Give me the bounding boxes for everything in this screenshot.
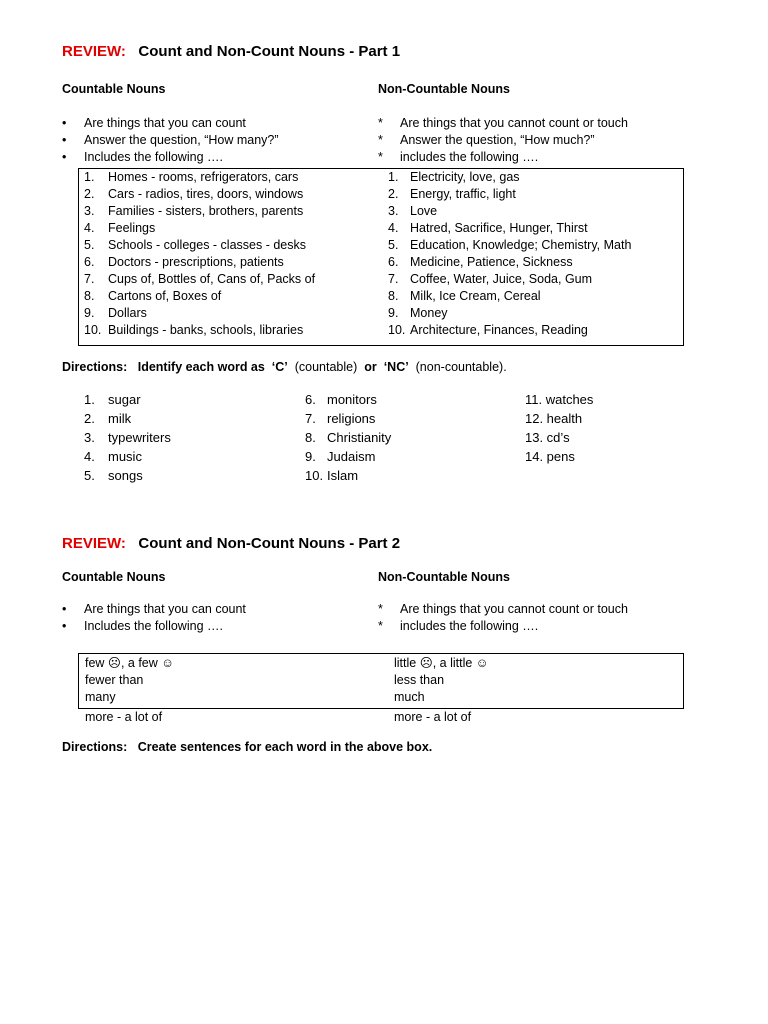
part2-noncountable-bullet-text: includes the following …. xyxy=(400,619,539,633)
part1-exercise-text: Islam xyxy=(327,468,359,483)
part1-noncountable-list-number: 8. xyxy=(388,289,399,303)
part1-noncountable-bullet-glyph: * xyxy=(378,150,383,164)
part1-noncountable-list-number: 10. xyxy=(388,323,406,337)
part1-exercise-number: 2. xyxy=(84,411,95,426)
part1-noncountable-bullet-glyph: * xyxy=(378,116,383,130)
part1-directions-nc-desc: (non-countable). xyxy=(415,360,507,374)
part1-noncountable-bullet-text: Answer the question, “How much?” xyxy=(400,133,595,147)
part2-countable-box-item: few ☹, a few ☺ xyxy=(85,656,175,670)
part2-noncountable-bullet-item xyxy=(378,601,628,618)
part1-directions-label: Directions: xyxy=(62,360,128,374)
part2-countable-header: Countable Nouns xyxy=(62,570,166,584)
part1-countable-list-number: 7. xyxy=(84,272,95,286)
part1-directions xyxy=(62,360,507,374)
part1-noncountable-list-item xyxy=(388,305,631,322)
part2-noncountable-bullet-glyph: * xyxy=(378,602,383,616)
part1-countable-list-number: 9. xyxy=(84,306,95,320)
part1-noncountable-bullet-item xyxy=(378,149,628,166)
part1-noncountable-bullet-item xyxy=(378,132,628,149)
part1-review-label: REVIEW: xyxy=(62,43,126,60)
part1-exercise-number: 3. xyxy=(84,430,95,445)
part1-exercise-text: songs xyxy=(108,468,143,483)
part2-review-label: REVIEW: xyxy=(62,535,126,552)
part1-countable-list-number: 4. xyxy=(84,221,95,235)
part1-countable-list-text: Cartons of, Boxes of xyxy=(108,289,222,303)
part1-exercise-item xyxy=(84,466,171,485)
part1-exercise-col1 xyxy=(84,390,171,485)
part2-countable-bullet-glyph: • xyxy=(62,602,67,616)
part1-noncountable-list-text: Milk, Ice Cream, Cereal xyxy=(410,289,541,303)
part2-noncountable-bullet-text: Are things that you cannot count or touch xyxy=(400,602,628,616)
part2-countable-bullet-item xyxy=(62,618,246,635)
part1-countable-list-item xyxy=(84,322,315,339)
part1-countable-list-item xyxy=(84,186,315,203)
part1-noncountable-list-text: Hatred, Sacrifice, Hunger, Thirst xyxy=(410,221,588,235)
part1-noncountable-list-item xyxy=(388,220,631,237)
part2-noncountable-bullet-item xyxy=(378,618,628,635)
part1-countable-list-number: 2. xyxy=(84,187,95,201)
part1-noncountable-list-number: 4. xyxy=(388,221,399,235)
part1-noncountable-list-item xyxy=(388,203,631,220)
part1-noncountable-list-item xyxy=(388,186,631,203)
part1-countable-list-number: 3. xyxy=(84,204,95,218)
part1-exercise-text: music xyxy=(108,449,142,464)
part2-noncountable-box-item: little ☹, a little ☺ xyxy=(394,656,489,670)
part1-noncountable-bullet-text: includes the following …. xyxy=(400,150,539,164)
part1-noncountable-list-item xyxy=(388,169,631,186)
part1-exercise-number: 9. xyxy=(305,449,316,464)
part1-countable-list-item xyxy=(84,288,315,305)
part1-countable-list-text: Cars - radios, tires, doors, windows xyxy=(108,187,304,201)
part1-noncountable-bullet-text: Are things that you cannot count or touch xyxy=(400,116,628,130)
part1-exercise-item: 14. pens xyxy=(525,449,575,464)
part1-countable-list-item xyxy=(84,271,315,288)
part1-noncountable-header: Non-Countable Nouns xyxy=(378,82,510,96)
part1-countable-list xyxy=(84,169,315,339)
part1-countable-bullet-text: Includes the following …. xyxy=(84,150,223,164)
part1-exercise-item xyxy=(305,409,391,428)
part2-title-text: Count and Non-Count Nouns - Part 2 xyxy=(138,535,401,552)
part1-exercise-item: 13. cd’s xyxy=(525,430,570,445)
part1-countable-list-item xyxy=(84,305,315,322)
part1-noncountable-list-item xyxy=(388,288,631,305)
part2-countable-bullets xyxy=(62,601,246,635)
part1-noncountable-list-text: Energy, traffic, light xyxy=(410,187,516,201)
part2-countable-bullet-text: Includes the following …. xyxy=(84,619,223,633)
part1-noncountable-list-text: Electricity, love, gas xyxy=(410,170,520,184)
part1-exercise-item xyxy=(305,447,391,466)
part1-exercise-number: 6. xyxy=(305,392,316,407)
part2-countable-box xyxy=(85,655,174,706)
part1-countable-bullet-item xyxy=(62,149,279,166)
part2-noncountable-bullets xyxy=(378,601,628,635)
part1-noncountable-list-number: 7. xyxy=(388,272,399,286)
part1-countable-bullet-item xyxy=(62,115,279,132)
part1-noncountable-list-text: Architecture, Finances, Reading xyxy=(410,323,588,337)
part1-exercise-text: religions xyxy=(327,411,376,426)
part1-countable-list-text: Buildings - banks, schools, libraries xyxy=(108,323,304,337)
part1-countable-list-item xyxy=(84,254,315,271)
part1-countable-list-text: Homes - rooms, refrigerators, cars xyxy=(108,170,299,184)
part1-exercise-item xyxy=(84,428,171,447)
part2-noncountable-box-item: much xyxy=(394,690,425,704)
part2-directions: Directions: Create sentences for each word in the above box. xyxy=(62,740,433,754)
part1-directions-c-desc: (countable) xyxy=(294,360,358,374)
part1-exercise-text: monitors xyxy=(327,392,377,407)
part1-noncountable-list-item xyxy=(388,254,631,271)
part1-noncountable-list-item xyxy=(388,237,631,254)
part1-countable-list-number: 10. xyxy=(84,323,102,337)
part2-countable-bullet-item xyxy=(62,601,246,618)
part1-title-text: Count and Non-Count Nouns - Part 1 xyxy=(138,43,401,60)
part1-noncountable-list-number: 9. xyxy=(388,306,399,320)
part1-countable-list-number: 6. xyxy=(84,255,95,269)
part1-countable-list-number: 8. xyxy=(84,289,95,303)
part1-noncountable-list-number: 6. xyxy=(388,255,399,269)
part1-noncountable-list-number: 5. xyxy=(388,238,399,252)
part1-countable-list-text: Cups of, Bottles of, Cans of, Packs of xyxy=(108,272,316,286)
part2-noncountable-box xyxy=(394,655,489,706)
part2-countable-box-item: many xyxy=(85,690,116,704)
part2-countable-after: more - a lot of xyxy=(85,710,163,724)
part2-title xyxy=(62,535,400,552)
part1-exercise-col3 xyxy=(525,390,593,466)
part1-exercise-text: Christianity xyxy=(327,430,392,445)
part1-countable-bullet-glyph: • xyxy=(62,116,67,130)
part1-exercise-number: 10. xyxy=(305,468,324,483)
part2-noncountable-box-item: less than xyxy=(394,673,445,687)
part1-countable-bullet-text: Answer the question, “How many?” xyxy=(84,133,279,147)
part1-countable-list-text: Families - sisters, brothers, parents xyxy=(108,204,304,218)
part1-noncountable-bullet-glyph: * xyxy=(378,133,383,147)
part1-countable-list-item xyxy=(84,203,315,220)
part1-noncountable-list-text: Money xyxy=(410,306,448,320)
part1-countable-list-number: 5. xyxy=(84,238,95,252)
part1-noncountable-bullets xyxy=(378,115,628,166)
part1-exercise-number: 4. xyxy=(84,449,95,464)
part1-directions-nc: ‘NC’ xyxy=(383,360,409,374)
part1-countable-list-item xyxy=(84,237,315,254)
part1-exercise-item: 12. health xyxy=(525,411,583,426)
part1-exercise-number: 1. xyxy=(84,392,95,407)
part1-noncountable-list-text: Education, Knowledge; Chemistry, Math xyxy=(410,238,632,252)
part2-countable-bullet-glyph: • xyxy=(62,619,67,633)
part2-noncountable-header: Non-Countable Nouns xyxy=(378,570,510,584)
part1-exercise-number: 7. xyxy=(305,411,316,426)
part1-exercise-item xyxy=(305,466,391,485)
part2-noncountable-after: more - a lot of xyxy=(394,710,472,724)
part1-exercise-item: 11. watches xyxy=(525,392,594,407)
part1-directions-bold: Identify each word as xyxy=(137,360,265,374)
part1-exercise-item xyxy=(84,447,171,466)
part2-countable-bullet-text: Are things that you can count xyxy=(84,602,246,616)
part1-countable-bullets xyxy=(62,115,279,166)
part1-noncountable-list-text: Love xyxy=(410,204,438,218)
part1-countable-list-text: Feelings xyxy=(108,221,156,235)
part1-noncountable-bullet-item xyxy=(378,115,628,132)
part1-exercise-item xyxy=(305,428,391,447)
part1-countable-list-text: Dollars xyxy=(108,306,147,320)
part1-countable-list-text: Schools - colleges - classes - desks xyxy=(108,238,306,252)
part1-exercise-text: milk xyxy=(108,411,132,426)
part1-noncountable-list-item xyxy=(388,322,631,339)
part2-countable-box-item: fewer than xyxy=(85,673,144,687)
part1-countable-bullet-text: Are things that you can count xyxy=(84,116,246,130)
part1-noncountable-list-number: 3. xyxy=(388,204,399,218)
part1-countable-list-number: 1. xyxy=(84,170,95,184)
part1-noncountable-list-item xyxy=(388,271,631,288)
part1-directions-c: ‘C’ xyxy=(271,360,288,374)
part1-directions-or: or xyxy=(364,360,377,374)
part1-exercise-number: 8. xyxy=(305,430,316,445)
part1-exercise-item xyxy=(84,409,171,428)
part1-exercise-item xyxy=(84,390,171,409)
part1-noncountable-list xyxy=(388,169,631,339)
part1-countable-bullet-glyph: • xyxy=(62,150,67,164)
part1-countable-bullet-glyph: • xyxy=(62,133,67,147)
part1-countable-bullet-item xyxy=(62,132,279,149)
part1-exercise-text: typewriters xyxy=(108,430,171,445)
part1-noncountable-list-number: 1. xyxy=(388,170,399,184)
part1-noncountable-list-text: Coffee, Water, Juice, Soda, Gum xyxy=(410,272,593,286)
part1-exercise-number: 5. xyxy=(84,468,95,483)
part1-exercise-text: Judaism xyxy=(327,449,376,464)
part2-noncountable-bullet-glyph: * xyxy=(378,619,383,633)
part1-countable-list-item xyxy=(84,169,315,186)
part1-title xyxy=(62,43,400,60)
part1-countable-list-item xyxy=(84,220,315,237)
part1-countable-header: Countable Nouns xyxy=(62,82,166,96)
part1-countable-list-text: Doctors - prescriptions, patients xyxy=(108,255,284,269)
part1-exercise-col2 xyxy=(305,390,391,485)
part1-exercise-item xyxy=(305,390,391,409)
part1-noncountable-list-text: Medicine, Patience, Sickness xyxy=(410,255,573,269)
part1-noncountable-list-number: 2. xyxy=(388,187,399,201)
part1-exercise-text: sugar xyxy=(108,392,141,407)
